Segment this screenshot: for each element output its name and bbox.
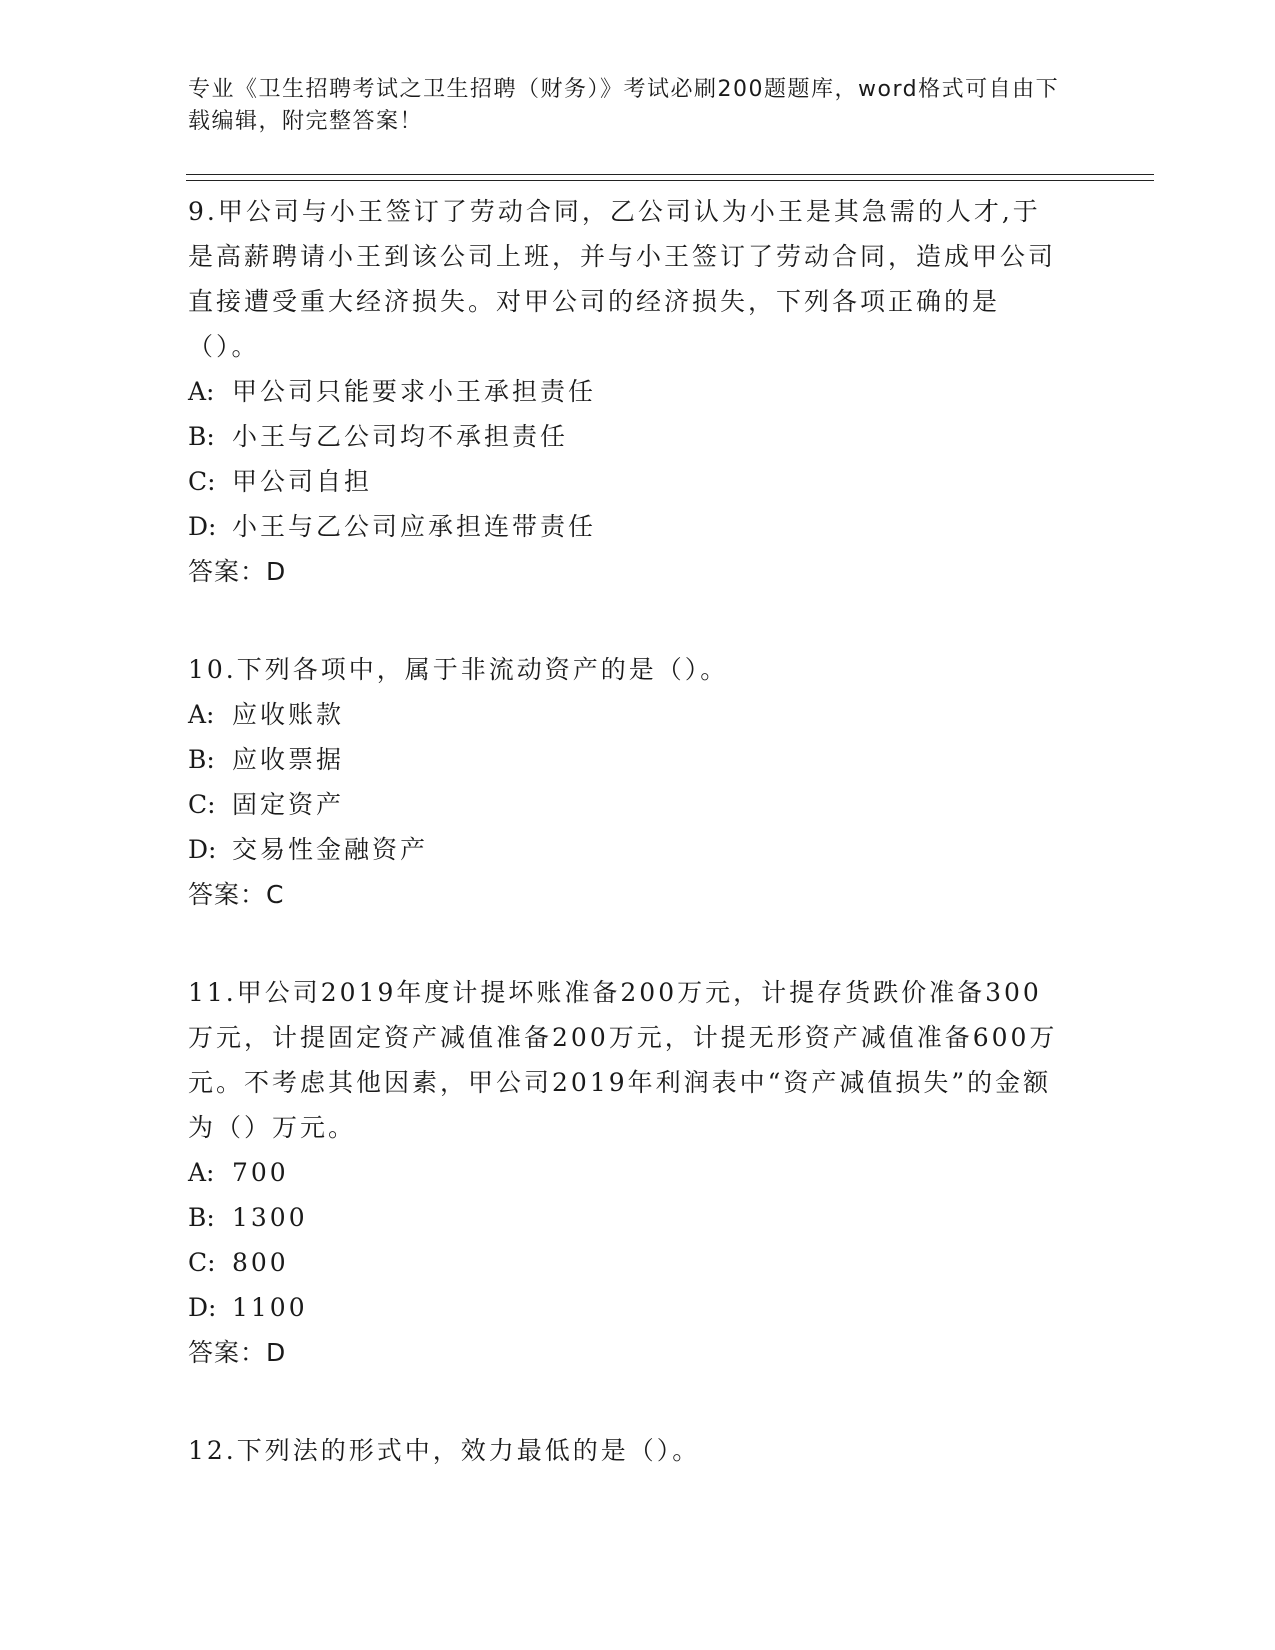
document-header: 专业《卫生招聘考试之卫生招聘（财务）》考试必刷200题题库，word格式可自由下载编辑，附完整答案！: [188, 77, 1060, 134]
option-letter: B:: [188, 422, 215, 451]
option-d: [188, 1285, 1088, 1330]
option-text: 800: [232, 1248, 289, 1277]
answer-line: 答案：D: [188, 1338, 287, 1367]
option-text: 1100: [232, 1293, 308, 1322]
question-stem: 9.甲公司与小王签订了劳动合同，乙公司认为小王是其急需的人才,于是高薪聘请小王到该公司上班，并与小王签订了劳动合同，造成甲公司直接遭受重大经济损失。对甲公司的经济损失，下列各项正确的是（）。: [188, 197, 1057, 361]
option-a: [188, 369, 1088, 414]
option-letter: A:: [188, 1158, 215, 1187]
option-letter: B:: [188, 745, 215, 774]
answer-line: 答案：D: [188, 557, 287, 586]
option-d: [188, 827, 1088, 872]
option-text: 固定资产: [232, 790, 345, 819]
header-divider-top: [186, 174, 1154, 175]
question-stem: 12.下列法的形式中，效力最低的是（）。: [188, 1436, 701, 1465]
option-text: 700: [232, 1158, 289, 1187]
option-b: [188, 737, 1088, 782]
option-letter: B:: [188, 1203, 215, 1232]
option-text: 应收票据: [232, 745, 345, 774]
option-letter: C:: [188, 467, 216, 496]
option-c: [188, 782, 1088, 827]
question-9: [188, 189, 1088, 594]
option-b: [188, 414, 1088, 459]
option-a: [188, 692, 1088, 737]
option-letter: A:: [188, 700, 215, 729]
option-letter: C:: [188, 790, 216, 819]
option-text: 小王与乙公司应承担连带责任: [232, 512, 597, 541]
question-stem: 10.下列各项中，属于非流动资产的是（）。: [188, 655, 729, 684]
option-a: [188, 1150, 1088, 1195]
option-c: [188, 459, 1088, 504]
option-d: [188, 504, 1088, 549]
option-text: 甲公司只能要求小王承担责任: [232, 377, 597, 406]
question-10: [188, 647, 1088, 917]
question-list: [188, 189, 1088, 1526]
option-letter: D:: [188, 835, 217, 864]
option-letter: D:: [188, 1293, 217, 1322]
answer-line: 答案：C: [188, 880, 285, 909]
option-text: 1300: [232, 1203, 308, 1232]
option-letter: C:: [188, 1248, 216, 1277]
question-stem: 11.甲公司2019年度计提坏账准备200万元，计提存货跌价准备300万元，计提固定资产减值准备200万元，计提无形资产减值准备600万元。不考虑其他因素，甲公司2019年利润表中“资产减值损失”的金额为（）万元。: [188, 978, 1058, 1142]
question-11: [188, 970, 1088, 1375]
question-12: [188, 1428, 1088, 1473]
option-b: [188, 1195, 1088, 1240]
option-text: 应收账款: [232, 700, 345, 729]
option-letter: A:: [188, 377, 215, 406]
option-c: [188, 1240, 1088, 1285]
option-text: 交易性金融资产: [232, 835, 429, 864]
option-letter: D:: [188, 512, 217, 541]
header-divider-bottom: [186, 180, 1154, 181]
option-text: 甲公司自担: [232, 467, 373, 496]
option-text: 小王与乙公司均不承担责任: [232, 422, 569, 451]
